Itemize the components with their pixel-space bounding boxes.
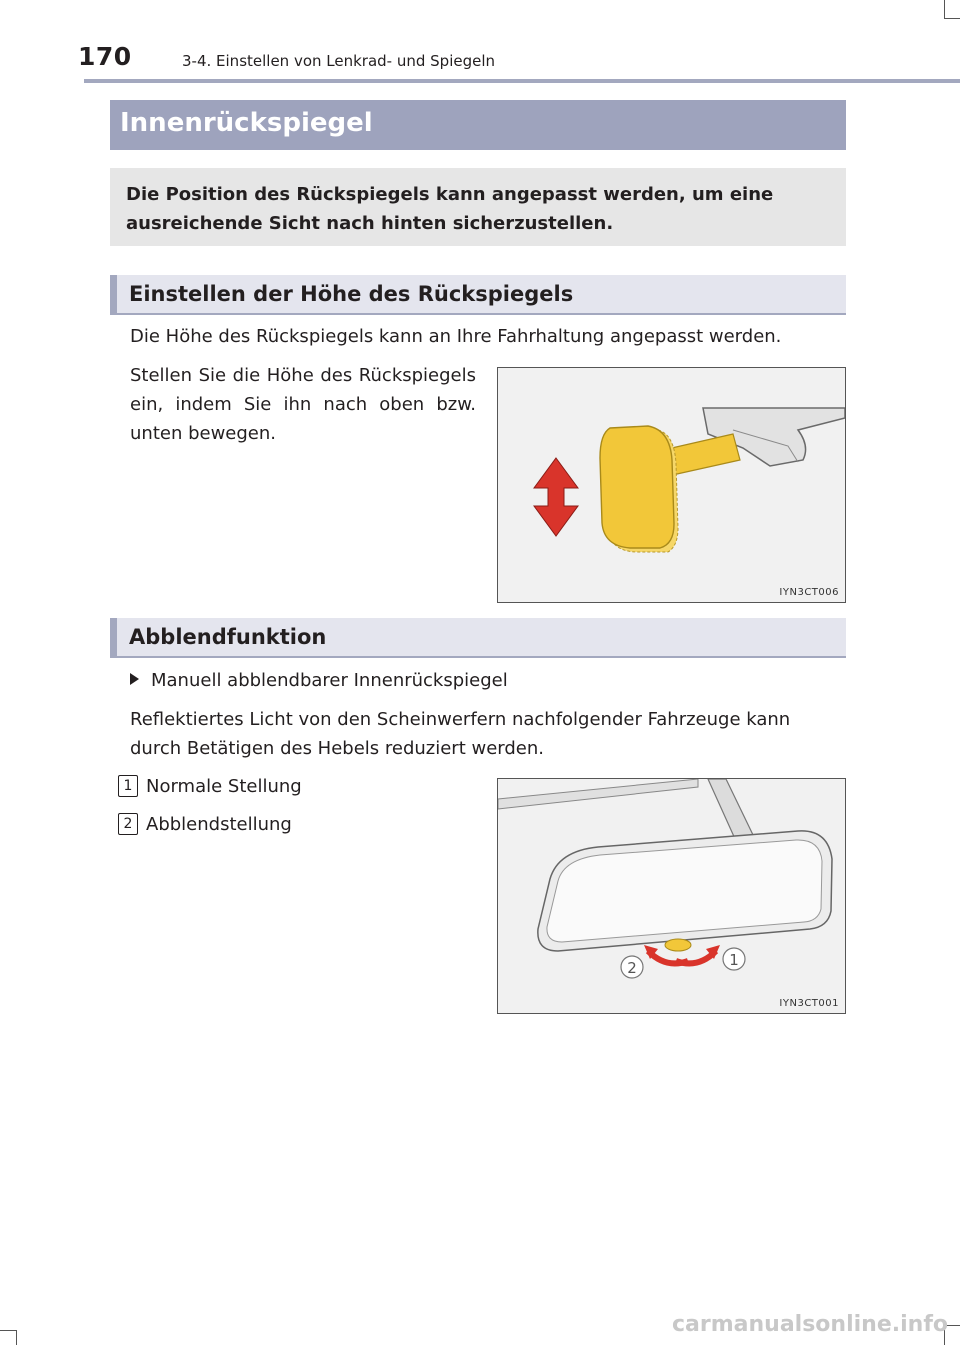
mirror-height-illustration xyxy=(498,368,845,602)
figure-mirror-height xyxy=(497,367,846,603)
page-number: 170 xyxy=(78,42,132,71)
number-badge: 2 xyxy=(118,813,138,835)
crop-mark xyxy=(944,0,945,18)
figure-mirror-dimming xyxy=(497,778,846,1014)
section-accent-bar xyxy=(110,275,117,315)
section-heading-text: Einstellen der Höhe des Rückspiegels xyxy=(129,282,574,306)
figure-code: IYN3CT006 xyxy=(779,587,839,598)
callout-label: 1 xyxy=(729,951,739,969)
list-item-label: Normale Stellung xyxy=(146,776,302,797)
crop-mark xyxy=(944,18,960,19)
page-title-banner xyxy=(110,100,846,150)
list-item xyxy=(118,810,292,839)
list-item xyxy=(118,772,302,801)
callout-label: 2 xyxy=(627,959,637,977)
page-title: Innenrückspiegel xyxy=(120,108,373,138)
header-rule xyxy=(84,79,960,83)
crop-mark xyxy=(16,1330,17,1345)
figure-code: IYN3CT001 xyxy=(779,998,839,1009)
chapter-title: 3-4. Einstellen von Lenkrad- und Spiegeln xyxy=(182,52,496,70)
list-item-label: Abblendstellung xyxy=(146,814,292,835)
number-badge: 1 xyxy=(118,775,138,797)
crop-mark xyxy=(0,1330,16,1331)
section-heading-text: Abblendfunktion xyxy=(129,625,327,649)
paragraph: Reflektiertes Licht von den Scheinwerfern nachfolgender Fahrzeuge kann durch Betätigen des Hebels reduziert werden. xyxy=(130,709,791,759)
section-heading-dimming xyxy=(110,618,846,658)
paragraph: Die Höhe des Rückspiegels kann an Ihre Fahrhaltung angepasst werden. xyxy=(130,326,782,347)
paragraph: Stellen Sie die Höhe des Rückspiegels ein, indem Sie ihn nach oben bzw. unten bewegen. xyxy=(130,365,476,444)
mirror-dimming-illustration xyxy=(498,779,845,1013)
intro-text: Die Position des Rückspiegels kann angepasst werden, um eine ausreichende Sicht nach hinten sicherzustellen. xyxy=(126,184,774,234)
triangle-bullet-icon xyxy=(130,673,139,685)
section-accent-bar xyxy=(110,618,117,658)
bullet-item xyxy=(130,666,830,695)
section-heading-height xyxy=(110,275,846,315)
watermark-footer: carmanualsonline.info xyxy=(672,1312,948,1337)
intro-box xyxy=(110,168,846,246)
bullet-text: Manuell abblendbarer Innenrückspiegel xyxy=(151,670,508,691)
